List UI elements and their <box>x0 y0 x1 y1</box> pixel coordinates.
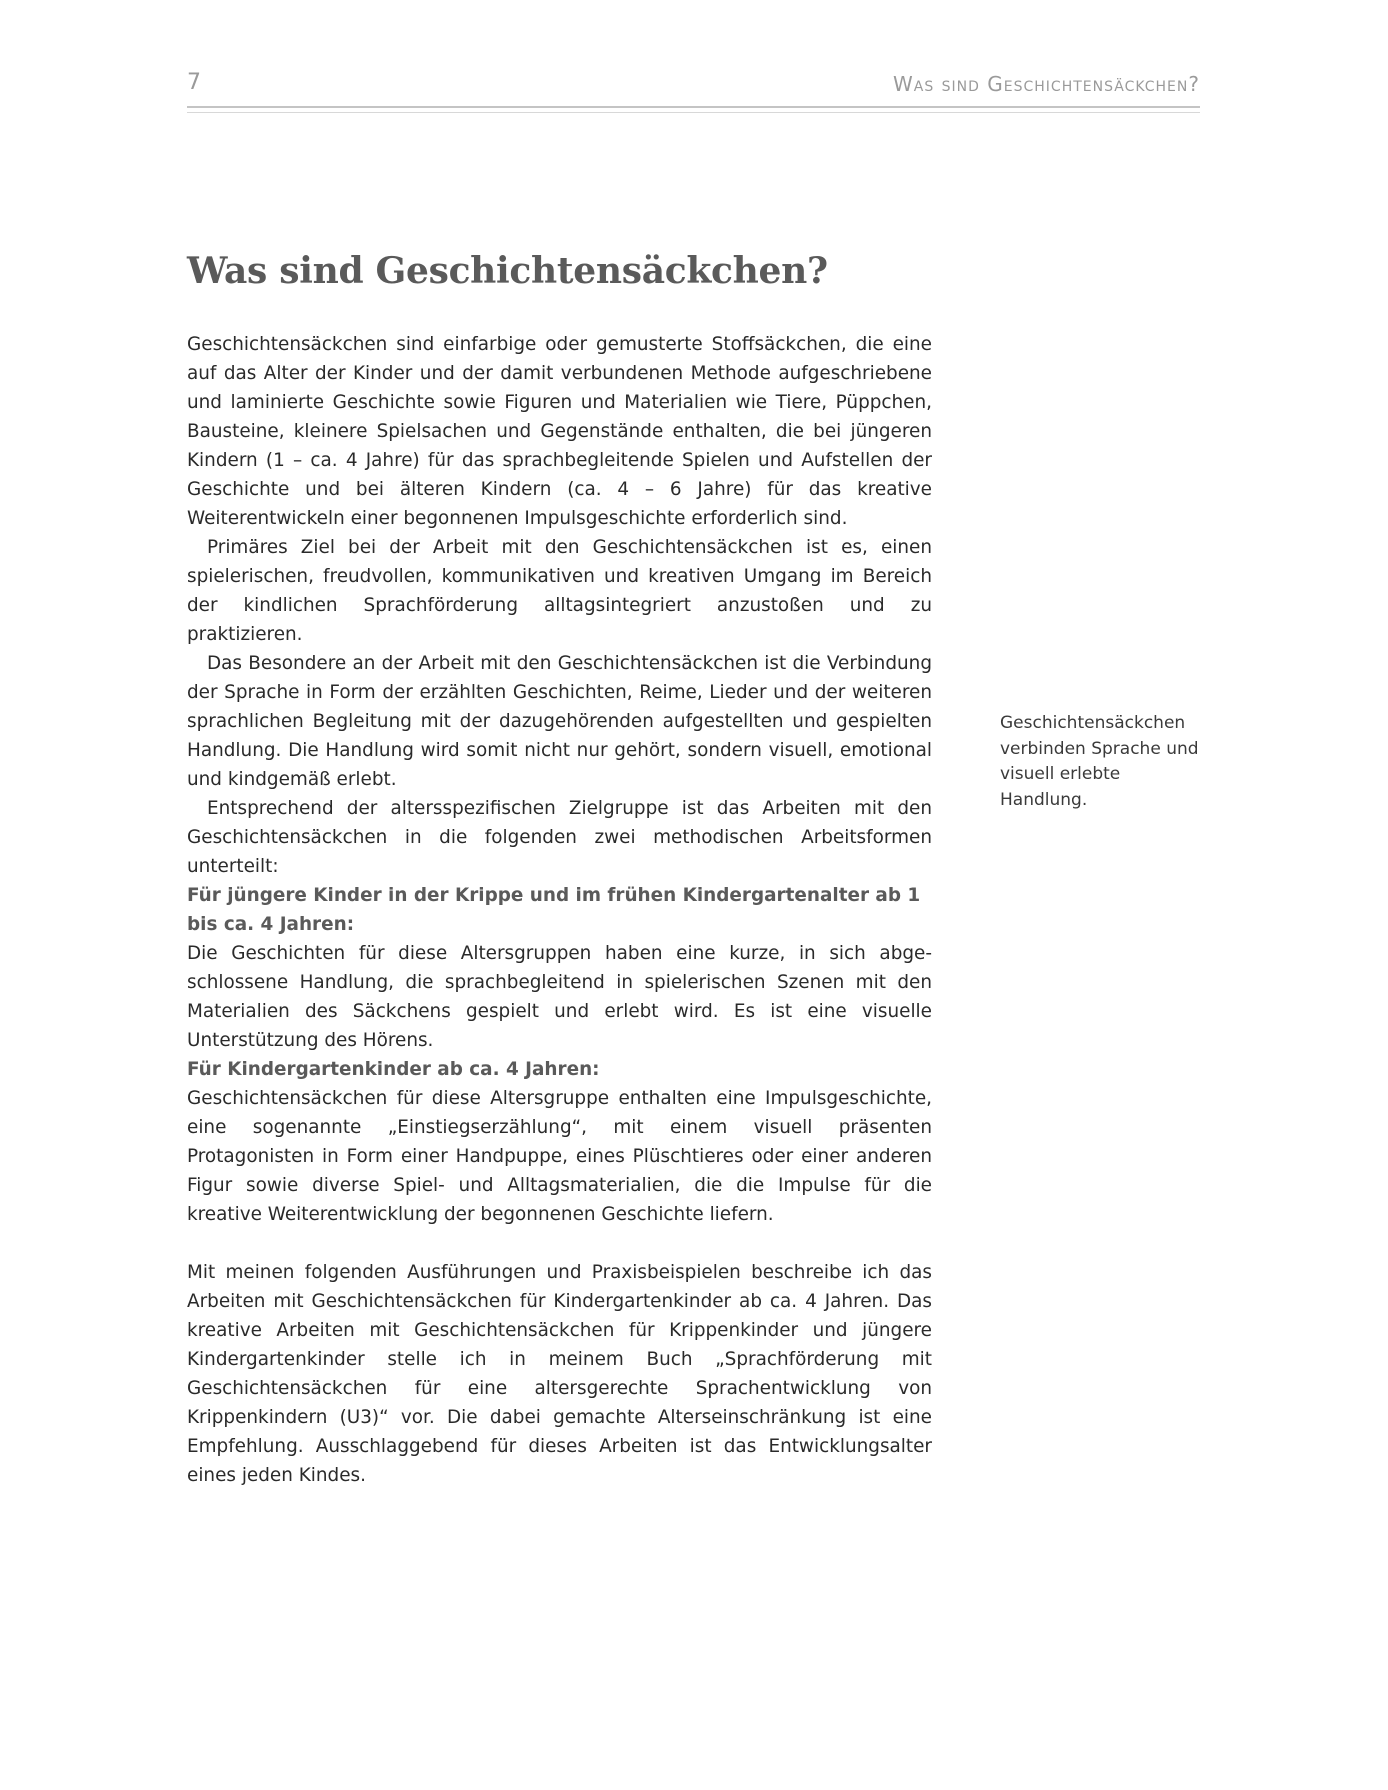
running-title: Was sind Geschichtensäckchen? <box>893 72 1200 96</box>
subheading-younger-children: Für jüngere Kinder in der Krippe und im frühen Kindergartenalter ab 1 bis ca. 4 Jahren: <box>187 885 921 935</box>
page-number: 7 <box>187 70 201 95</box>
paragraph-special: Das Besondere an der Arbeit mit den Geschichtensäckchen ist die Verbindung der Sprache in Form der erzählten Geschichten, Reime, Lieder und der weiteren sprachlichen Begleitung mit der dazugehörenden aufgestellten und gespielten Handlung. Die Handlung wird somit nicht nur gehört, sondern visuell, emotional und kindgemäß erlebt. <box>187 653 932 790</box>
paragraph-younger-children: Die Geschichten für diese Altersgruppen haben eine kurze, in sich abgeschlossene Handlung, die sprachbegleitend in spielerischen Szenen mit den Materialien des Säckchens gespielt und erlebt wird. Es ist eine visuelle Unterstützung des Hörens. <box>187 943 932 1051</box>
subheading-kindergarten-children: Für Kindergartenkinder ab ca. 4 Jahren: <box>187 1059 600 1080</box>
paragraph-outlook: Mit meinen folgenden Ausführungen und Praxisbeispielen beschreibe ich das Arbeiten mit Geschichtensäckchen für Kindergartenkinder ab ca. 4 Jahren. Das kreative Arbeiten mit Geschichtensäckchen für Krippenkinder und jüngere Kindergartenkinder stelle ich in meinem Buch „Sprachförderung mit Geschichtensäckchen für eine altersgerechte Sprachentwicklung von Krippenkindern (U3)“ vor. Die dabei gemachte Alterseinschränkung ist eine Empfehlung. Ausschlaggebend für dieses Arbeiten ist das Entwicklungsalter eines jeden Kindes. <box>187 1262 932 1486</box>
paragraph-kindergarten-children: Geschichtensäckchen für diese Altersgruppe enthalten eine Impulsgeschichte, eine sogenannte „Einstiegserzählung“, mit einem visuell präsenten Protagonisten in Form einer Handpuppe, eines Plüschtieres oder einer anderen Figur sowie diverse Spiel- und Alltagsmaterialien, die die Impulse für die kreative Weiterentwicklung der begonnenen Geschichte liefern. <box>187 1088 932 1225</box>
paragraph-methods: Entsprechend der altersspezifischen Zielgruppe ist das Arbeiten mit den Geschichtensäckchen in die folgenden zwei methodischen Arbeitsformen unterteilt: <box>187 798 932 877</box>
paragraph-intro: Geschichtensäckchen sind einfarbige oder gemusterte Stoffsäckchen, die eine auf das Alter der Kinder und der damit verbundenen Methode aufgeschriebene und laminierte Geschichte sowie Figuren und Materialien wie Tiere, Püppchen, Bausteine, kleinere Spielsachen und Gegenstände enthalten, die bei jüngeren Kindern (1 – ca. 4 Jahre) für das sprachbegleitende Spielen und Aufstellen der Geschichte und bei älteren Kindern (ca. 4 – 6 Jahre) für das kreative Weiterentwickeln einer begonnenen Impulsgeschichte erforderlich sind. <box>187 334 932 529</box>
header-rule <box>187 106 1200 108</box>
main-text-column <box>187 330 932 1490</box>
chapter-title: Was sind Geschichtensäckchen? <box>187 250 828 292</box>
paragraph-goal: Primäres Ziel bei der Arbeit mit den Geschichtensäckchen ist es, einen spielerischen, freudvollen, kommunikativen und kreativen Umgang im Bereich der kindlichen Sprachförderung alltagsintegriert anzustoßen und zu praktizieren. <box>187 537 932 645</box>
header-rule-thin <box>187 112 1200 113</box>
margin-note: Geschichtensäckchen verbinden Sprache und visuell erlebte Handlung. <box>1000 713 1199 810</box>
